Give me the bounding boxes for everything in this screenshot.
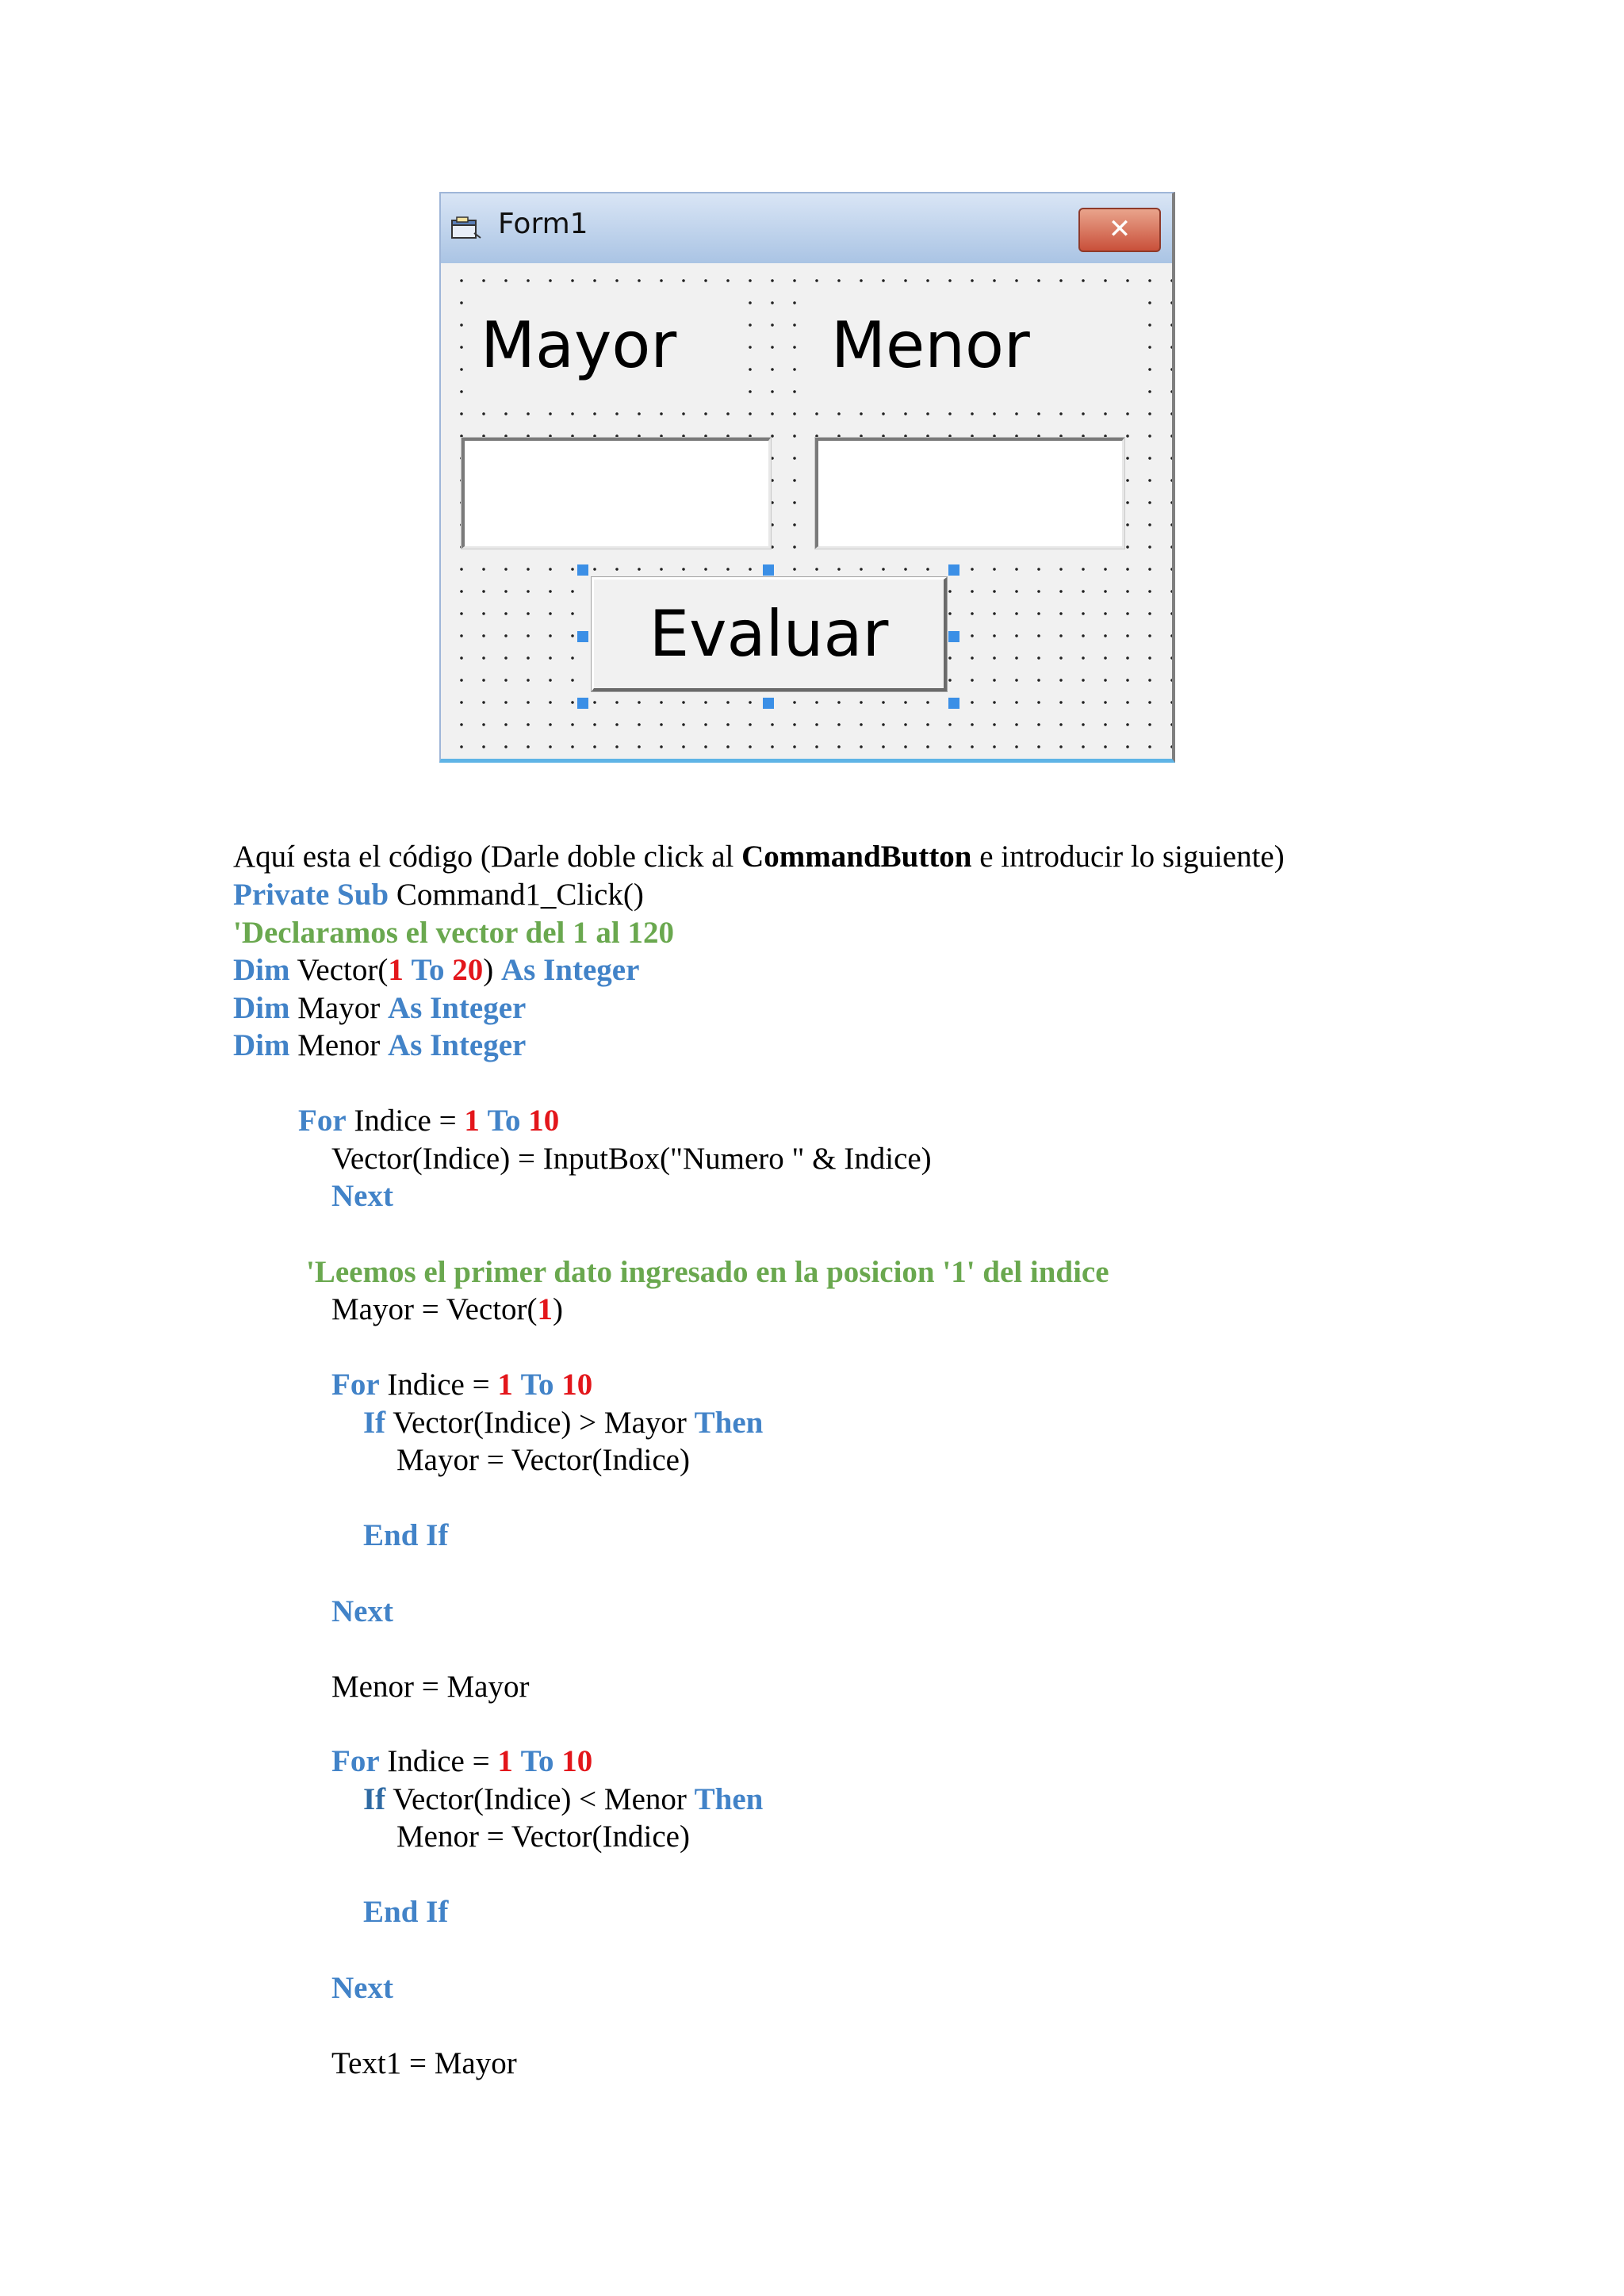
selection-handle-tc[interactable] xyxy=(763,564,774,576)
textbox-mayor[interactable] xyxy=(462,438,771,549)
form-title: Form1 xyxy=(498,208,588,240)
code-line-text1: Text1 = Mayor xyxy=(331,2046,517,2080)
close-icon: ✕ xyxy=(1108,213,1132,245)
form-designer-window xyxy=(439,192,1175,763)
intro-paragraph: Aquí esta el código (Darle doble click al CommandButton e introducir lo siguiente) xyxy=(233,840,1285,874)
code-line-dim-mayor: Dim Mayor As Integer xyxy=(233,991,527,1025)
code-line-mayor-set: Mayor = Vector(Indice) xyxy=(396,1443,690,1477)
code-line-for-1: For Indice = 1 To 10 xyxy=(298,1104,560,1138)
code-line-next-1: Next xyxy=(331,1179,393,1213)
intro-bold-commandbutton: CommandButton xyxy=(741,840,972,874)
form-client-area[interactable] xyxy=(441,263,1172,759)
code-line-if-lt: If Vector(Indice) < Menor Then xyxy=(363,1782,764,1816)
code-line-for-3: For Indice = 1 To 10 xyxy=(331,1744,593,1778)
code-line-dim-menor: Dim Menor As Integer xyxy=(233,1028,527,1062)
selection-handle-bc[interactable] xyxy=(763,698,774,709)
label-menor: Menor xyxy=(815,285,1132,404)
textbox-menor[interactable] xyxy=(815,438,1124,549)
code-line-mayor-assign: Mayor = Vector(1) xyxy=(331,1292,564,1326)
form-icon xyxy=(450,216,482,241)
selection-handle-tl[interactable] xyxy=(577,564,588,576)
code-line-menor-eq-mayor: Menor = Mayor xyxy=(331,1670,530,1704)
code-line-if-gt: If Vector(Indice) > Mayor Then xyxy=(363,1406,764,1440)
code-line-menor-set: Menor = Vector(Indice) xyxy=(396,1820,690,1854)
label-mayor: Mayor xyxy=(465,285,745,404)
selection-handle-br[interactable] xyxy=(948,698,959,709)
selection-handle-mr[interactable] xyxy=(948,631,959,642)
code-comment-2: 'Leemos el primer dato ingresado en la posicion '1' del indice xyxy=(306,1255,1109,1289)
code-line-for-2: For Indice = 1 To 10 xyxy=(331,1368,593,1402)
code-line-next-3: Next xyxy=(331,1971,393,2005)
code-line-inputbox: Vector(Indice) = InputBox("Numero " & Indice) xyxy=(331,1142,932,1176)
code-line-end-if-2: End If xyxy=(363,1895,449,1929)
code-line-private-sub: Private Sub Command1_Click() xyxy=(233,878,644,912)
evaluar-button[interactable]: Evaluar xyxy=(592,577,947,691)
title-bar[interactable] xyxy=(441,193,1172,264)
close-button[interactable] xyxy=(1078,208,1161,252)
code-line-next-2: Next xyxy=(331,1594,393,1628)
code-line-end-if-1: End If xyxy=(363,1518,449,1552)
selection-handle-tr[interactable] xyxy=(948,564,959,576)
code-comment-1: 'Declaramos el vector del 1 al 120 xyxy=(233,916,674,950)
selection-handle-bl[interactable] xyxy=(577,698,588,709)
selection-handle-ml[interactable] xyxy=(577,631,588,642)
code-line-dim-vector: Dim Vector(1 To 20) As Integer xyxy=(233,953,640,987)
